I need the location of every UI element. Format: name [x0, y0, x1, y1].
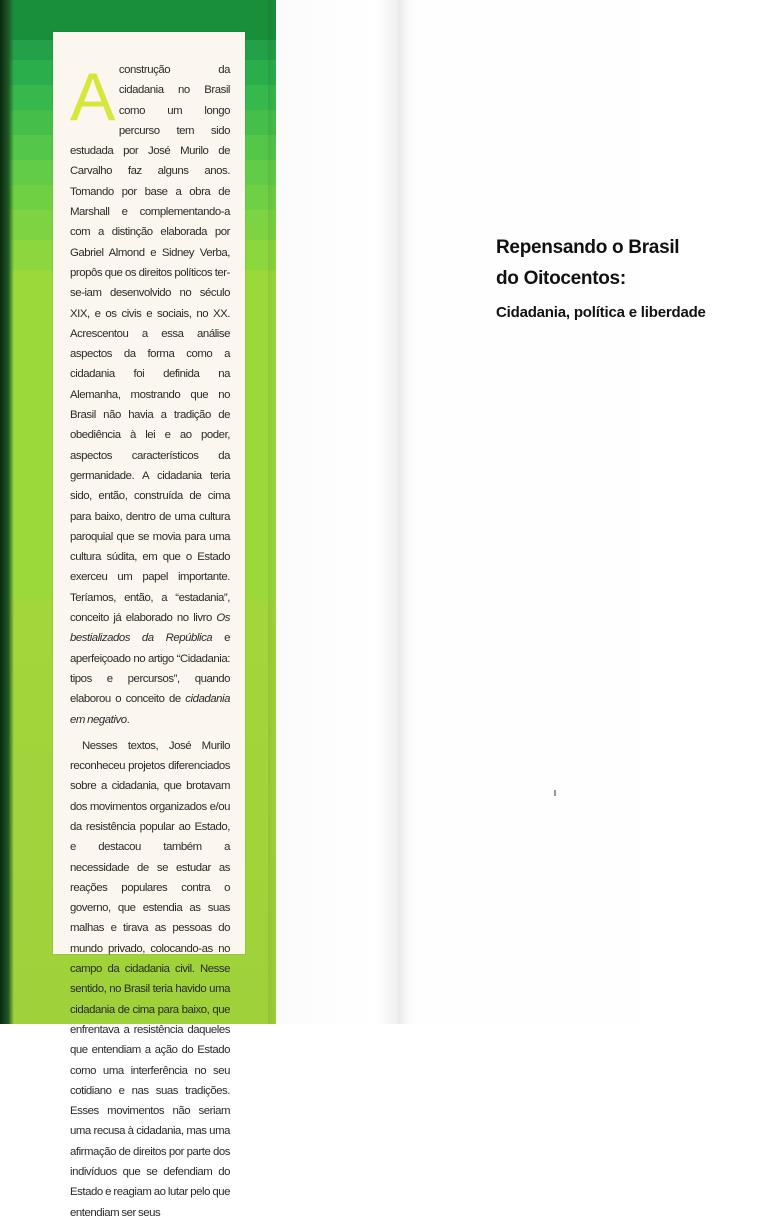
flap-text	[70, 60, 230, 1223]
book-title-italic: Os bestializados da República	[70, 612, 230, 645]
book-subtitle: Cidadania, política e liberdade	[496, 304, 706, 321]
flap-fold-edge	[0, 0, 14, 1024]
flap-paragraph-1-part-1: construção da cidadania no Brasil como um longo percurso tem sido estudada por José Murilo de Carvalho faz alguns anos. Tomando por base a obra de Marshall e complementando-a com a distinção elaborada por Gabriel Almond e Sidney Verba, propôs que os direitos políticos ter-se-iam desenvolvido no século XIX, e os civis e sociais, no XX. Acrescentou a essa análise aspectos da forma como a cidadania foi definida na Alemanha, mostrando que no Brasil não havia a tradição de obediência à lei e ao poder, aspectos característicos da germanidade. A cidadania teria sido, então, construída de cima para baixo, dentro de uma cultura paroquial que se movia para uma cultura súdita, em que o Estado exerceu um papel importante. Teríamos, então, a “estadania”, conceito já elaborado no livro	[70, 64, 230, 625]
flap-paragraph-1-part-3: .	[126, 713, 130, 726]
paper-speck	[554, 790, 556, 796]
drop-cap: A	[70, 59, 115, 135]
book-title-line-2: do Oitocentos:	[496, 268, 626, 289]
concept-italic: cidadania em negativo	[70, 693, 230, 726]
flap-paragraph-1	[70, 60, 230, 730]
book-title-line-1: Repensando o Brasil	[496, 237, 680, 258]
page-gutter	[276, 0, 400, 1024]
title-block	[496, 232, 756, 324]
flap-paragraph-2: Nesses textos, José Murilo reconheceu projetos diferenciados sobre a cidadania, que brotavam dos movimentos organizados e/ou da resistência popular ao Estado, e destacou também a necessidade de se estudar as reações populares contra o governo, que estendia as suas malhas e tirava as pessoas do mundo privado, colocando-as no campo da cidadania civil. Nesse sentido, no Brasil teria havido uma cidadania de cima para baixo, que enfrentava a resistência daqueles que entendiam a ação do Estado como uma interferência no seu cotidiano e nas suas tradições. Esses movimentos não seriam uma recusa à cidadania, mas uma afirmação de direitos por parte dos indivíduos que se defendiam do Estado e reagiam ao lutar pelo que entendiam ser seus	[70, 739, 230, 1219]
title-page	[398, 0, 768, 1024]
flap-paragraph-1-part-2: e aperfeiçoado no artigo “Cidadania: tipos e percursos”, quando elaborou o conceito de	[70, 632, 230, 706]
